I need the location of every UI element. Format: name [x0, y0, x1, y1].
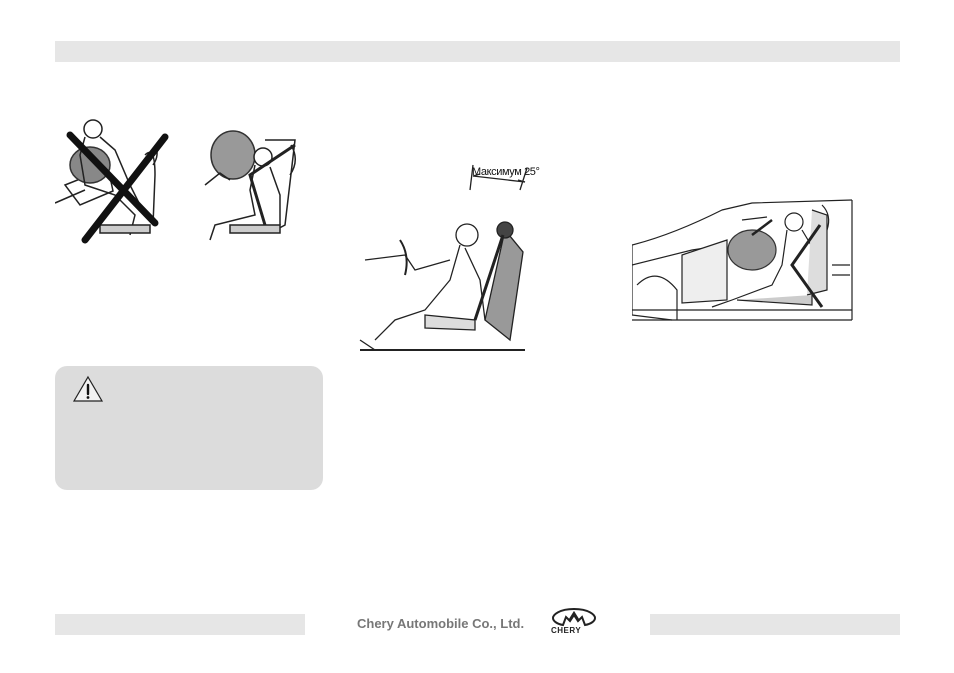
airbag-seating-illustration — [55, 115, 300, 245]
angle-label: Максимум 25° — [472, 166, 540, 178]
footer-bar-right — [650, 614, 900, 635]
seat-angle-illustration — [355, 160, 535, 355]
header-bar — [55, 41, 900, 62]
correct-seating-figure — [205, 131, 295, 240]
logo-wordmark: CHERY — [551, 626, 582, 635]
warning-box — [55, 366, 323, 490]
warning-triangle-icon — [72, 375, 104, 403]
company-name: Chery Automobile Co., Ltd. — [357, 616, 525, 631]
footer-bar-left — [55, 614, 305, 635]
car-interior-illustration — [632, 195, 854, 337]
